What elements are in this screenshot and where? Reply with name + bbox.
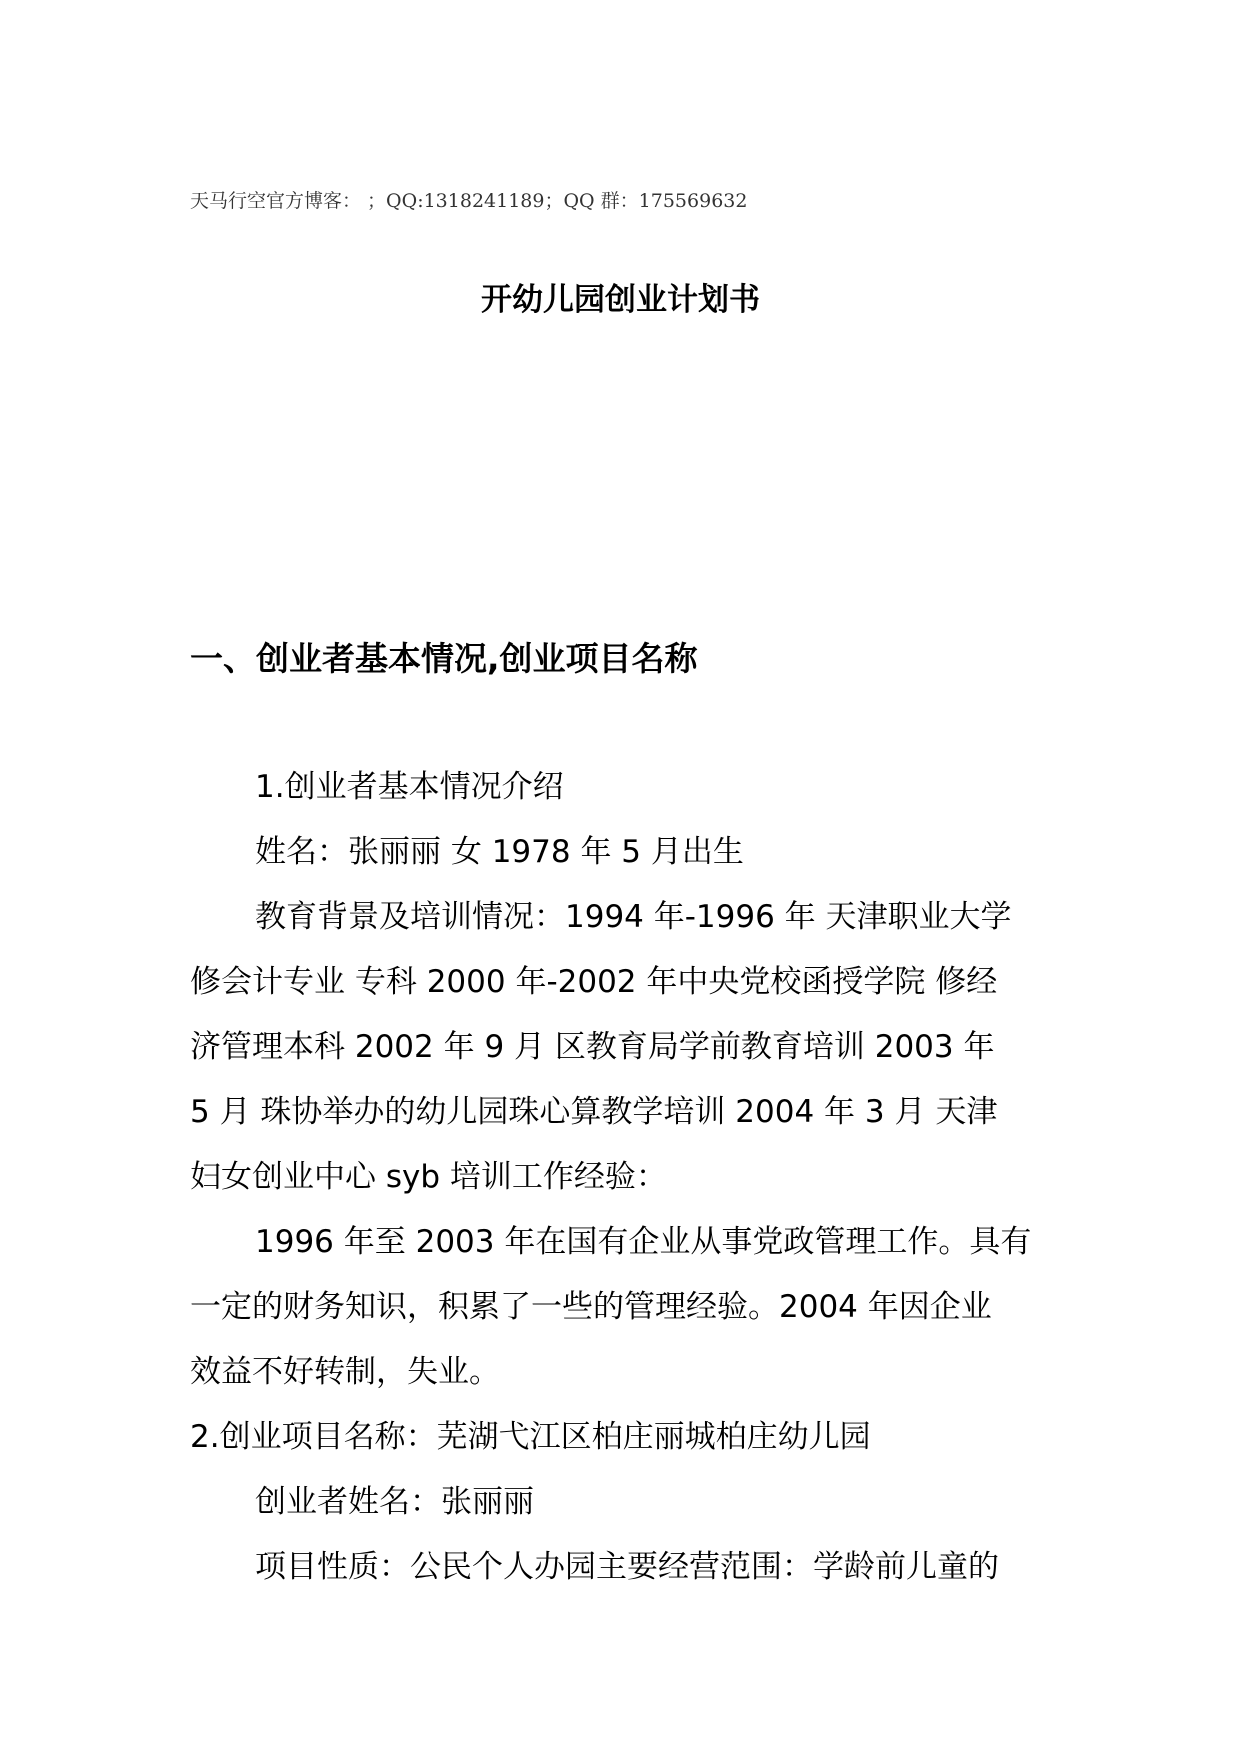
section-1-body: [190, 755, 1070, 1600]
project-nature-line: 项目性质：公民个人办园主要经营范围：学龄前儿童的: [255, 1549, 999, 1585]
subsection-title-2: 2.创业项目名称：芜湖弋江区柏庄丽城柏庄幼儿园: [190, 1419, 871, 1455]
document-title: 开幼儿园创业计划书: [481, 282, 760, 318]
subsection-title-1: 1.创业者基本情况介绍: [255, 769, 564, 805]
education-line: 济管理本科 2002 年 9 月 区教育局学前教育培训 2003 年: [190, 1029, 995, 1065]
education-line: 教育背景及培训情况：1994 年-1996 年 天津职业大学: [255, 899, 1012, 935]
work-line: 效益不好转制，失业。: [190, 1354, 500, 1390]
name-line: 姓名：张丽丽 女 1978 年 5 月出生: [255, 834, 744, 870]
work-line: 一定的财务知识，积累了一些的管理经验。2004 年因企业: [190, 1289, 992, 1325]
section-heading-1: 一、创业者基本情况,创业项目名称: [190, 639, 698, 678]
founder-name-line: 创业者姓名：张丽丽: [255, 1484, 534, 1520]
education-line: 妇女创业中心 syb 培训工作经验：: [190, 1159, 667, 1195]
work-line: 1996 年至 2003 年在国有企业从事党政管理工作。具有: [255, 1224, 1032, 1260]
blog-contact-line: 天马行空官方博客： ；QQ:1318241189；QQ 群：175569632: [190, 190, 748, 212]
education-line: 5 月 珠协举办的幼儿园珠心算教学培训 2004 年 3 月 天津: [190, 1094, 998, 1130]
education-line: 修会计专业 专科 2000 年-2002 年中央党校函授学院 修经: [190, 964, 998, 1000]
